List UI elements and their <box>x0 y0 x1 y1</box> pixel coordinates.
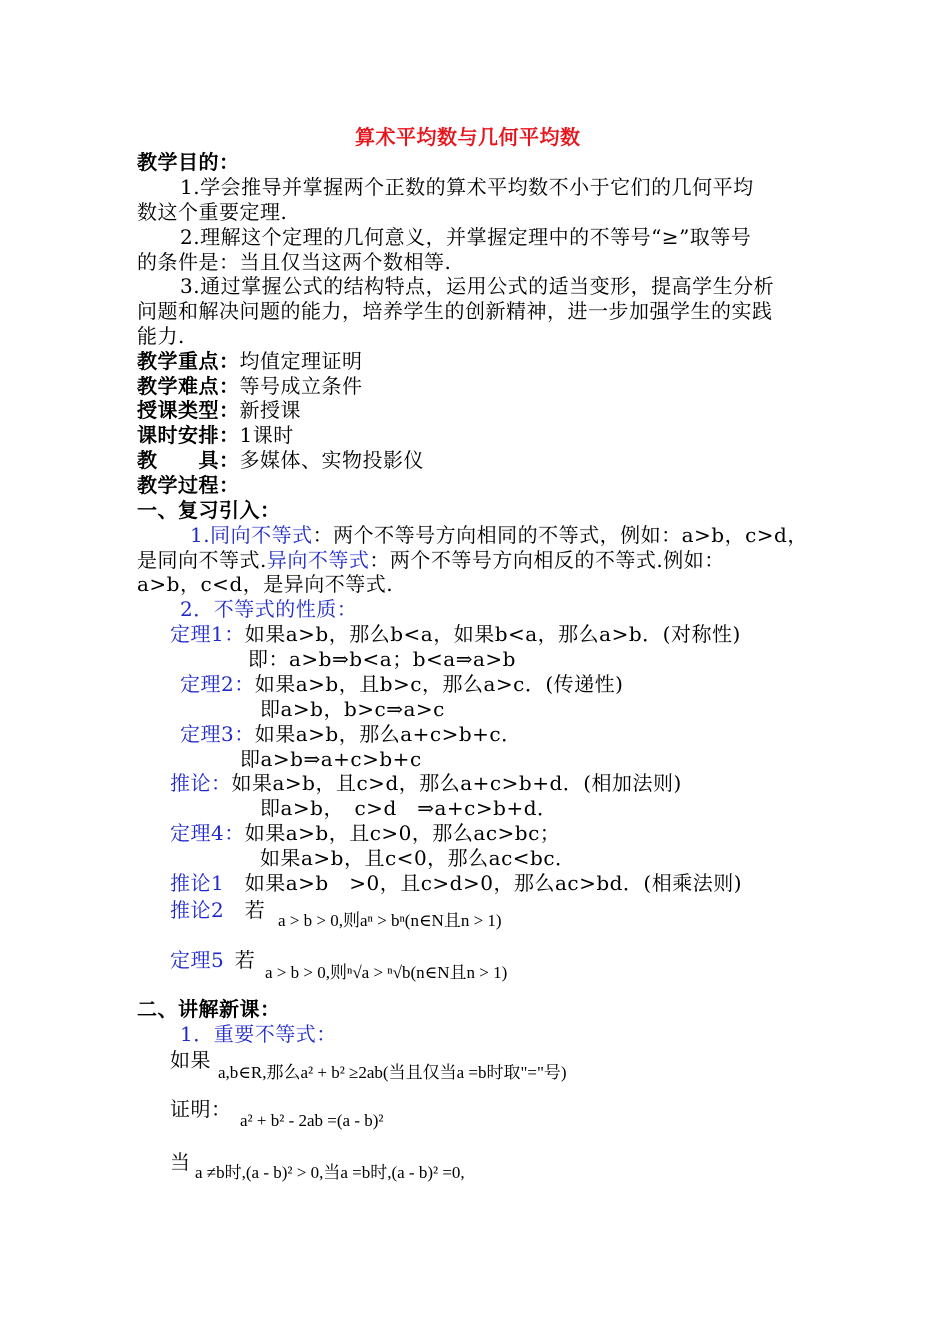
tools-row <box>137 448 424 473</box>
goal-3-line-2: 问题和解决问题的能力，培养学生的创新精神，进一步加强学生的实践 <box>137 299 773 323</box>
corollary-2-ruo: 若 <box>244 898 266 922</box>
proof-label: 证明： <box>170 1097 232 1121</box>
theorem-5 <box>170 948 255 973</box>
corollary <box>170 771 682 796</box>
theorem-3 <box>180 722 522 747</box>
difficulty-row <box>137 374 363 399</box>
theorem-2-label: 定理2： <box>180 672 255 696</box>
s1-item1-line-2 <box>137 548 725 573</box>
section-2-heading: 二、讲解新课： <box>137 997 281 1021</box>
section-1-heading: 一、复习引入： <box>137 498 281 522</box>
s1-item1-line-3: a>b，c<d，是异向不等式. <box>137 572 394 596</box>
s1-item1-term2: 异向不等式 <box>266 548 370 572</box>
goal-3-line-1: 3.通过掌握公式的结构特点，运用公式的适当变形，提高学生分析 <box>180 274 775 298</box>
focus-row <box>137 349 363 374</box>
theorem-1-sub: 即：a>b⇒b<a；b<a⇒a>b <box>248 647 516 671</box>
goals-heading: 教学目的： <box>137 150 240 174</box>
corollary-1-label: 推论1 <box>170 871 225 895</box>
process-heading: 教学过程： <box>137 473 240 497</box>
theorem-1 <box>170 622 741 647</box>
theorem-4 <box>170 821 560 846</box>
hours-value: 1课时 <box>239 423 294 447</box>
s2-item1: 1．重要不等式： <box>180 1022 337 1046</box>
formula-if: a,b∈R,那么a² + b² ≥2ab(当且仅当a =b时取"="号) <box>218 1063 567 1082</box>
formula-when: a ≠b时,(a - b)² > 0,当a =b时,(a - b)² =0, <box>195 1163 465 1182</box>
tools-value: 多媒体、实物投影仪 <box>239 448 424 472</box>
corollary-text: 如果a>b，且c>d，那么a+c>b+d．(相加法则) <box>231 771 682 795</box>
theorem-2-sub: 即a>b，b>c⇒a>c <box>260 697 445 721</box>
theorem-3-sub: 即a>b⇒a+c>b+c <box>240 747 422 771</box>
s1-item1-rest: ：两个不等号方向相同的不等式，例如：a>b，c>d， <box>312 523 808 547</box>
formula-proof: a² + b² - 2ab =(a - b)² <box>240 1111 384 1130</box>
theorem-1-label: 定理1： <box>170 622 245 646</box>
goal-3-line-3: 能力. <box>137 324 185 348</box>
theorem-4-text: 如果a>b，且c>0，那么ac>bc； <box>244 821 561 845</box>
type-row <box>137 398 301 423</box>
s1-item1-line2a: 是同向不等式. <box>137 548 267 572</box>
theorem-2-text: 如果a>b，且b>c，那么a>c．(传递性) <box>254 672 624 696</box>
dang-word: 当 <box>170 1150 191 1174</box>
hours-row <box>137 423 294 448</box>
type-value: 新授课 <box>239 398 301 422</box>
difficulty-value: 等号成立条件 <box>239 374 363 398</box>
goal-2-line-1: 2.理解这个定理的几何意义，并掌握定理中的不等号“≥”取等号 <box>180 225 752 249</box>
focus-value: 均值定理证明 <box>239 349 363 373</box>
corollary-1 <box>170 871 742 896</box>
s1-item2: 2．不等式的性质： <box>180 597 358 621</box>
goal-1-line-2: 数这个重要定理. <box>137 200 288 224</box>
theorem-1-text: 如果a>b，那么b<a，如果b<a，那么a>b．(对称性) <box>244 622 741 646</box>
corollary-1-text: 如果a>b >0，且c>d>0，那么ac>bd．(相乘法则) <box>244 871 743 895</box>
s1-item1-number: 1. <box>190 523 211 547</box>
corollary-2-formula: a > b > 0,则aⁿ > bⁿ(n∈N且n > 1) <box>278 911 502 930</box>
s1-item1-line2b: ：两个不等号方向相反的不等式.例如： <box>369 548 725 572</box>
theorem-5-label: 定理5 <box>170 948 225 972</box>
goal-2-line-2: 的条件是：当且仅当这两个数相等. <box>137 250 452 274</box>
theorem-3-label: 定理3： <box>180 722 255 746</box>
type-label: 授课类型： <box>137 398 240 422</box>
corollary-label: 推论： <box>170 771 232 795</box>
tools-label: 教 具： <box>137 448 240 472</box>
theorem-3-text: 如果a>b，那么a+c>b+c． <box>254 722 522 746</box>
corollary-2-label: 推论2 <box>170 898 225 922</box>
theorem-4-sub: 如果a>b，且c<0，那么ac<bc． <box>260 846 576 870</box>
s1-item1-term: 同向不等式 <box>210 523 313 547</box>
corollary-2 <box>170 898 265 923</box>
focus-label: 教学重点： <box>137 349 240 373</box>
theorem-5-ruo: 若 <box>234 948 256 972</box>
goal-1-line-1: 1.学会推导并掌握两个正数的算术平均数不小于它们的几何平均 <box>180 175 754 199</box>
if-word: 如果 <box>170 1048 211 1072</box>
theorem-5-formula: a > b > 0,则ⁿ√a > ⁿ√b(n∈N且n > 1) <box>265 963 508 982</box>
theorem-4-label: 定理4： <box>170 821 245 845</box>
corollary-sub: 即a>b， c>d ⇒a+c>b+d． <box>260 796 558 820</box>
difficulty-label: 教学难点： <box>137 374 240 398</box>
hours-label: 课时安排： <box>137 423 240 447</box>
s1-item1-line-1 <box>190 523 808 548</box>
theorem-2 <box>180 672 623 697</box>
document-title: 算术平均数与几何平均数 <box>355 125 581 149</box>
